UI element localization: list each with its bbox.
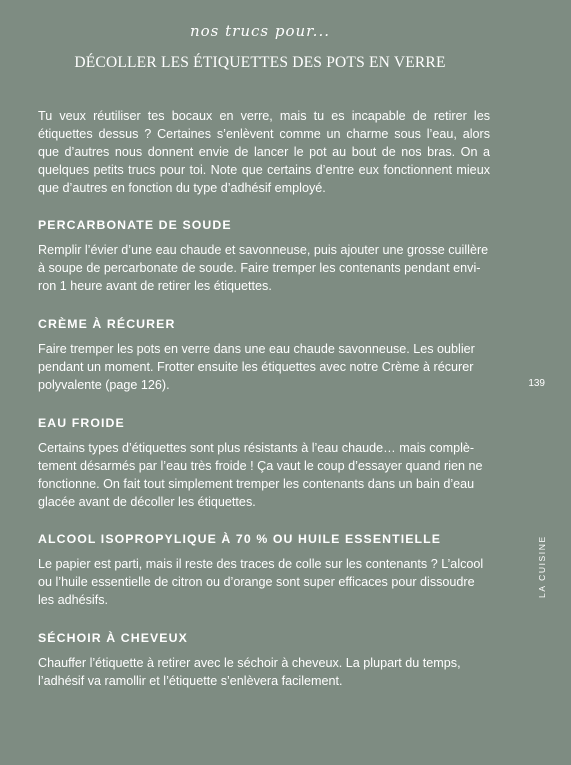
tip-percarbonate bbox=[38, 218, 490, 295]
page-number: 139 bbox=[528, 378, 545, 389]
tip-eau-froide bbox=[38, 416, 490, 511]
tip-body: Certains types d’étiquettes sont plus résistants à l’eau chaude… mais complè-tement désarmés par l’eau très froide ! Ça vaut le coup d’essayer quand rien ne fonctionne. On fait tout simplement tremper les contenants dans un bain d’eau glacée avant de décoller les étiquettes. bbox=[38, 441, 483, 509]
tip-body: Remplir l’évier d’une eau chaude et savonneuse, puis ajouter une grosse cuillère à soupe de percarbonate de soude. Faire tremper les contenants pendant envi-ron 1 heure avant de retirer les étiquettes. bbox=[38, 243, 489, 293]
tip-heading: PERCARBONATE DE SOUDE bbox=[38, 218, 232, 232]
tip-body: Le papier est parti, mais il reste des traces de colle sur les contenants ? L’alcool ou l’huile essentielle de citron ou d’orange sont super efficaces pour dissoudre les adhésifs. bbox=[38, 557, 484, 607]
tip-heading: CRÈME À RÉCURER bbox=[38, 317, 176, 331]
tip-alcool-huile bbox=[38, 532, 490, 609]
tip-body: Chauffer l’étiquette à retirer avec le séchoir à cheveux. La plupart du temps, l’adhésif va ramollir et l’étiquette s’enlèvera facilement. bbox=[38, 656, 461, 688]
chapter-label: LA CUISINE bbox=[537, 535, 547, 598]
tip-heading: SÉCHOIR À CHEVEUX bbox=[38, 631, 188, 645]
section-kicker: nos trucs pour... bbox=[189, 22, 330, 40]
intro-paragraph: Tu veux réutiliser tes bocaux en verre, mais tu es incapable de retirer les étiquettes dessus ? Certaines s’enlèvent comme un charme sous l’eau, alors que d’autres nous donnent envie de lancer le pot au bout de nos bras. On a quelques petits trucs pour toi. Note que certains d’entre eux fonctionnent mieux que d’autres en fonction du type d’adhésif employé. bbox=[38, 109, 490, 195]
page-title: DÉCOLLER LES ÉTIQUETTES DES POTS EN VERRE bbox=[74, 54, 446, 71]
tip-creme-a-recurer bbox=[38, 317, 490, 394]
tip-heading: ALCOOL ISOPROPYLIQUE À 70 % OU HUILE ESSENTIELLE bbox=[38, 532, 442, 546]
tip-heading: EAU FROIDE bbox=[38, 416, 125, 430]
tip-body: Faire tremper les pots en verre dans une eau chaude savonneuse. Les oublier pendant un moment. Frotter ensuite les étiquettes avec notre Crème à récurer polyvalente (page 126). bbox=[38, 342, 475, 392]
tip-sechoir bbox=[38, 631, 490, 690]
